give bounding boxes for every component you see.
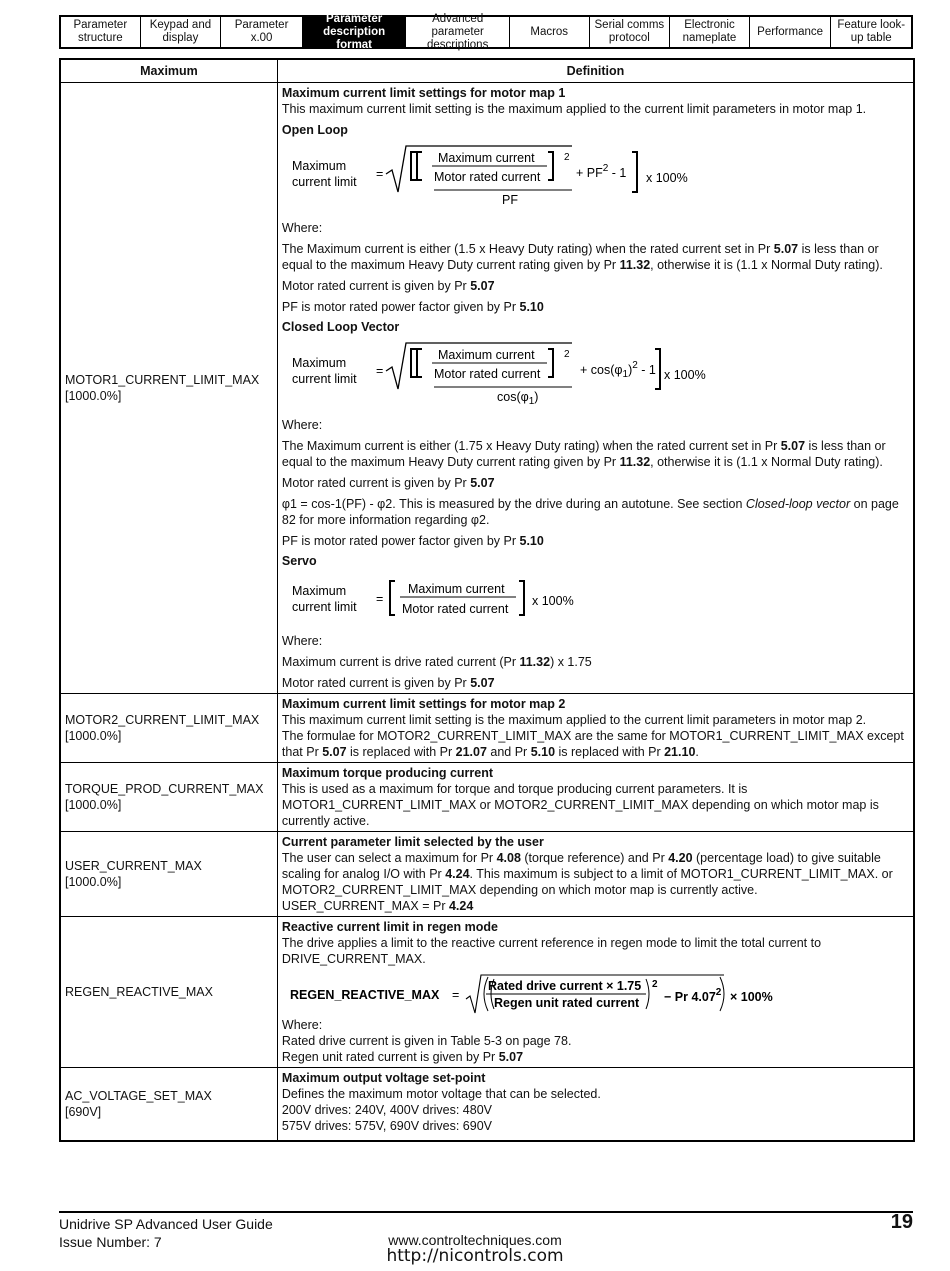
param-value: [1000.0%] <box>65 798 122 812</box>
table-row <box>60 694 914 763</box>
parameter-table <box>59 58 915 1142</box>
tab-serial-comms-protocol[interactable]: Serial comms protocol <box>590 17 671 47</box>
svg-text:=: = <box>375 364 384 378</box>
f-lhs1: Maximum <box>291 159 347 173</box>
open-loop-formula <box>282 144 722 208</box>
svg-text:Regen unit rated current: Regen unit rated current <box>493 996 640 1010</box>
svg-text:x 100%: x 100% <box>531 594 574 608</box>
bracket-left <box>411 152 422 180</box>
param-value: [1000.0%] <box>65 389 122 403</box>
page-number: 19 <box>890 1211 913 1233</box>
f-plus: + PF <box>575 166 603 180</box>
ol-max-current: The Maximum current is either (1.5 x Heavy Duty rating) when the rated current set in Pr 5.07 is less than or equal to the maximum Heavy Duty current rating given by Pr 11.32, otherwise it is (1.1 x Normal Duty rating). <box>281 242 883 272</box>
definition-cell: Maximum current limit settings for motor map 1 This maximum current limit setting is the maximum applied to the current limit parameters in motor map 1. Open Loop Maximum current limit = Maximum current Motor rated current 2 + $PF^2 - 1$ PF x 100% Where: The Maximum current is either (1.5 x Heavy Duty rating) when the rated current set in Pr 5.07 is less than or equal to the maximum Heavy Duty current rating given by Pr 11.32, otherwise it is (1.1 x Normal Duty rating). Motor rated current is given by Pr 5.07 PF is motor rated power factor given by Pr 5.10 Closed Loop Vector Maximum current limit = Maximum current Motor rated current 2 + $\cos(\varphi_1)^2 - 1$ $\cos(\varphi_1)$ x 100% Where: The Maximum current is either (1.75 x Heavy Duty rating) when the rated current set in Pr 5.07 is less than or equal to the maximum Heavy Duty current rating given by Pr 11.32, otherwise it is (1.1 x Normal Duty rating). Motor rated current is given by Pr 5.07 φ1 = cos-1(PF) - φ2. This is measured by the drive during an autotune. See section Closed-loop vector on page 82 for more information regarding φ2. PF is motor rated power factor given by Pr 5.10 Servo Maximum current limit = Maximum current Motor rated current x 100% Where: Maximum current is drive rated current (Pr 11.32) x 1.75 Motor rated current is given by Pr 5.07 <box>277 83 914 694</box>
param-cell <box>60 832 277 917</box>
table-row <box>60 763 914 832</box>
param-cell <box>60 83 277 694</box>
svg-text:current limit: current limit <box>291 600 357 614</box>
param-name: MOTOR1_CURRENT_LIMIT_MAX <box>65 373 260 387</box>
col-maximum: Maximum <box>60 59 277 83</box>
phi-note: φ1 = cos-1(PF) - φ2. This is measured by the drive during an autotune. See section Closed-loop vector on page 82 for more information regarding φ2. <box>281 497 899 527</box>
f-pf: PF <box>501 193 518 207</box>
f-lhs: REGEN_REACTIVE_MAX <box>289 988 440 1002</box>
svg-text:− Pr 4.072: − Pr 4.07$^2$ <box>663 987 722 1004</box>
svg-text:2: 2 <box>563 349 570 360</box>
row-title: Maximum current limit settings for motor map 2 <box>281 697 566 711</box>
row-title: Maximum output voltage set-point <box>281 1071 486 1085</box>
svg-text:2: 2 <box>651 979 658 990</box>
table-header <box>60 59 914 83</box>
f-eq: = <box>375 167 384 181</box>
definition-cell: Current parameter limit selected by the user The user can select a maximum for Pr 4.08 (torque reference) and Pr 4.20 (percentage load) to give suitable scaling for analog I/O with Pr 4.24. This maximum is subject to a limit of MOTOR1_CURRENT_LIMIT_MAX. or MOTOR2_CURRENT_LIMIT_MAX depending on which motor map is currently active. USER_CURRENT_MAX = Pr 4.24 <box>277 832 914 917</box>
f-lhs2: current limit <box>291 175 357 189</box>
tab-parameter-structure[interactable]: Parameter structure <box>61 17 141 47</box>
website-link[interactable]: www.controltechniques.com <box>388 1232 562 1248</box>
param-name: AC_VOLTAGE_SET_MAX <box>65 1089 212 1103</box>
guide-title: Unidrive SP Advanced User Guide <box>59 1216 273 1232</box>
table-row <box>60 1068 914 1142</box>
row-title: Maximum current limit settings for motor map 1 <box>281 86 566 100</box>
svg-text:+ cos(φ1)2 - 1: + $\cos(\varphi_1)^2 - 1$ <box>579 360 656 380</box>
svg-text:Rated drive current × 1.75: Rated drive current × 1.75 <box>487 979 642 993</box>
open-loop-heading: Open Loop <box>281 123 348 137</box>
col-definition: Definition <box>277 59 914 83</box>
svg-text:× 100%: × 100% <box>729 990 773 1004</box>
regen-formula <box>282 971 802 1017</box>
tab-advanced-parameter-descriptions[interactable]: Advanced parameter descriptions <box>406 17 510 47</box>
row-title: Current parameter limit selected by the user <box>281 835 544 849</box>
svg-text:=: = <box>451 988 460 1002</box>
section-tabs <box>59 12 913 51</box>
svg-text:Maximum current: Maximum current <box>437 348 535 362</box>
f-num: Maximum current <box>437 151 535 165</box>
table-row <box>60 83 914 694</box>
param-value: [1000.0%] <box>65 875 122 889</box>
svg-text:cos(φ1): $\cos(\varphi_1)$ <box>496 390 539 405</box>
row-title: Reactive current limit in regen mode <box>281 920 498 934</box>
footer-rule <box>59 1211 913 1213</box>
svg-text:x 100%: x 100% <box>663 368 706 382</box>
param-name: REGEN_REACTIVE_MAX <box>65 985 213 999</box>
param-cell <box>60 917 277 1068</box>
svg-text:Motor rated current: Motor rated current <box>433 367 541 381</box>
f-minus: - 1 <box>608 166 627 180</box>
param-name: MOTOR2_CURRENT_LIMIT_MAX <box>65 713 260 727</box>
servo-heading: Servo <box>281 554 317 568</box>
svg-text:current limit: current limit <box>291 372 357 386</box>
svg-text:Maximum: Maximum <box>291 356 347 370</box>
where-label: Where: <box>281 221 323 235</box>
param-name: TORQUE_PROD_CURRENT_MAX <box>65 782 264 796</box>
param-value: [690V] <box>65 1105 102 1119</box>
tab-parameter-x-00[interactable]: Parameter x.00 <box>221 17 303 47</box>
row-title: Maximum torque producing current <box>281 766 494 780</box>
f-pf-sq: 2 <box>602 163 609 174</box>
f-sq: 2 <box>563 152 570 163</box>
tab-electronic-nameplate[interactable]: Electronic nameplate <box>670 17 750 47</box>
table-row <box>60 832 914 917</box>
param-cell <box>60 1068 277 1142</box>
cl-max-current: The Maximum current is either (1.75 x Heavy Duty rating) when the rated current set in Pr 5.07 is less than or equal to the maximum Heavy Duty current rating given by Pr 11.32, otherwise it is (1.1 x Normal Duty rating). <box>281 439 886 469</box>
bracket-right <box>632 152 637 192</box>
param-cell <box>60 694 277 763</box>
pf-note: PF is motor rated power factor given by Pr 5.10 <box>281 300 544 314</box>
svg-text:Motor rated current: Motor rated current <box>401 602 509 616</box>
svg-text:+ PF2 - 1 <box>576 163 626 180</box>
tab-performance[interactable]: Performance <box>750 17 832 47</box>
rated-current-note: Motor rated current is given by Pr 5.07 <box>281 279 495 293</box>
definition-cell: Maximum output voltage set-point Defines the maximum motor voltage that can be selected. 200V drives: 240V, 400V drives: 480V 575V drives: 575V, 690V drives: 690V <box>277 1068 914 1142</box>
f-x100: x 100% <box>645 171 688 185</box>
tab-feature-look-up-table[interactable]: Feature look- up table <box>837 19 906 44</box>
row-intro: This maximum current limit setting is the maximum applied to the current limit parameters in motor map 1. <box>281 102 867 116</box>
svg-text:Maximum current: Maximum current <box>407 582 505 596</box>
tab-macros[interactable]: Macros <box>510 17 590 47</box>
bracket-inner-right <box>548 152 553 180</box>
tab-keypad-and-display[interactable]: Keypad and display <box>141 17 222 47</box>
servo-max-current: Maximum current is drive rated current (Pr 11.32) x 1.75 <box>281 655 592 669</box>
definition-cell: Maximum current limit settings for motor map 2 This maximum current limit setting is the maximum applied to the current limit parameters in motor map 2. The formulae for MOTOR2_CURRENT_LIMIT_MAX are the same for MOTOR1_CURRENT_LIMIT_MAX except that Pr 5.07 is replaced with Pr 21.07 and Pr 5.10 is replaced with Pr 21.10. <box>277 694 914 763</box>
param-name: USER_CURRENT_MAX <box>65 859 202 873</box>
definition-cell: Reactive current limit in regen mode The drive applies a limit to the reactive current reference in regen mode to limit the total current to DRIVE_CURRENT_MAX. REGEN_REACTIVE_MAX = Rated drive current × 1.75 Regen unit rated current 2 − Pr 4.07$^2$ × 100% Where: Rated drive current is given in Table 5-3 on page 78. Regen unit rated current is given by Pr 5.07 <box>277 917 914 1068</box>
table-row <box>60 917 914 1068</box>
svg-text:=: = <box>375 592 384 606</box>
svg-text:Maximum: Maximum <box>291 584 347 598</box>
f-den: Motor rated current <box>433 170 541 184</box>
closed-loop-formula <box>282 341 742 405</box>
url-watermark[interactable]: http://nicontrols.com <box>386 1246 564 1266</box>
definition-cell: Maximum torque producing current This is used as a maximum for torque and torque producing current parameters. It is MOTOR1_CURRENT_LIMIT_MAX or MOTOR2_CURRENT_LIMIT_MAX depending on which motor map is currently active. <box>277 763 914 832</box>
param-value: [1000.0%] <box>65 729 122 743</box>
tab-parameter-description-format[interactable]: Parameter description format <box>303 17 407 47</box>
param-cell <box>60 763 277 832</box>
issue-number: Issue Number: 7 <box>59 1234 162 1250</box>
servo-formula <box>282 575 602 621</box>
closed-loop-heading: Closed Loop Vector <box>281 320 400 334</box>
